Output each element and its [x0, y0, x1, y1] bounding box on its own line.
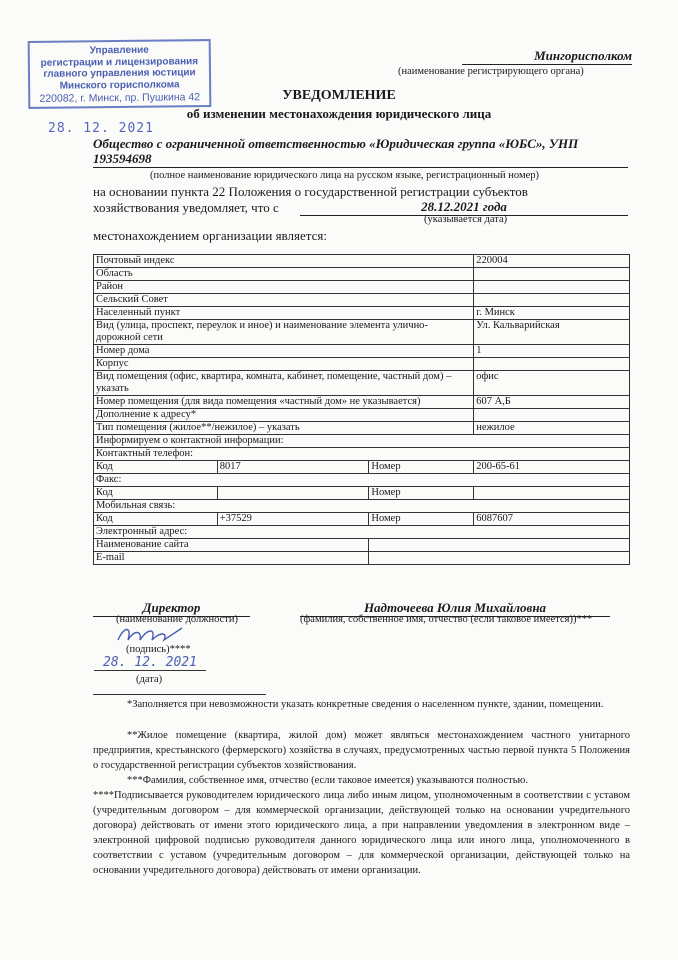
table-row	[94, 474, 630, 487]
field-label: Район	[94, 281, 474, 294]
entity-caption: (полное наименование юридического лица на русском языке, регистрационный номер)	[150, 170, 539, 181]
handwritten-date: 28. 12. 2021	[94, 655, 206, 671]
field-value[interactable]: 607 А,Б	[474, 396, 630, 409]
field-value[interactable]	[474, 268, 630, 281]
table-row	[94, 552, 630, 565]
table-row	[94, 307, 630, 320]
field-label: Почтовый индекс	[94, 255, 474, 268]
table-row	[94, 396, 630, 409]
location-text: местонахождением организации является:	[93, 228, 327, 243]
table-row	[94, 487, 630, 500]
field-label: Вид помещения (офис, квартира, комната, кабинет, помещение, частный дом) – указать	[94, 371, 474, 396]
field-label: Сельский Совет	[94, 294, 474, 307]
field-value[interactable]: офис	[474, 371, 630, 396]
stamp-date: 28. 12. 2021	[48, 121, 154, 136]
field-label: Дополнение к адресу*	[94, 409, 474, 422]
site-label: Наименование сайта	[94, 539, 369, 552]
table-row	[94, 500, 630, 513]
table-row	[94, 255, 630, 268]
mobile-header: Мобильная связь:	[94, 500, 630, 513]
code-label: Код	[94, 513, 218, 526]
number-label: Номер	[369, 513, 474, 526]
code-label: Код	[94, 487, 218, 500]
phone-number-field[interactable]: 200-65-61	[474, 461, 630, 474]
stamp-line: Минского горисполкома	[59, 78, 180, 92]
field-value[interactable]	[474, 281, 630, 294]
stamp-address: 220082, г. Минск, пр. Пушкина 42	[39, 91, 201, 105]
fax-header: Факс:	[94, 474, 630, 487]
document-subtitle: об изменении местонахождения юридического лица	[186, 106, 492, 121]
stamp-line: регистрации и лицензирования	[40, 55, 199, 69]
footnote-separator	[93, 694, 266, 695]
signer-name: Надточеева Юлия Михайловна	[300, 600, 610, 617]
mobile-number-field[interactable]: 6087607	[474, 513, 630, 526]
table-row	[94, 294, 630, 307]
table-row	[94, 268, 630, 281]
date-caption: (дата)	[136, 674, 163, 685]
table-row	[94, 435, 630, 448]
table-row	[94, 448, 630, 461]
field-label: Номер помещения (для вида помещения «частный дом» не указывается)	[94, 396, 474, 409]
field-value[interactable]: 220004	[474, 255, 630, 268]
field-value[interactable]: Ул. Кальварийская	[474, 320, 630, 345]
footnote-1: *Заполняется при невозможности указать конкретные сведения о населенном пункте, здании, помещении.	[127, 699, 604, 710]
field-label: Область	[94, 268, 474, 281]
stamp-line: главного управления юстиции	[43, 67, 196, 80]
document-title: УВЕДОМЛЕНИЕ	[282, 88, 396, 103]
contact-header: Информируем о контактной информации:	[94, 435, 630, 448]
table-row	[94, 461, 630, 474]
phone-header: Контактный телефон:	[94, 448, 630, 461]
field-value[interactable]	[474, 294, 630, 307]
basis-line1: на основании пункта 22 Положения о государственной регистрации субъектов	[93, 184, 528, 199]
field-value[interactable]: нежилое	[474, 422, 630, 435]
registering-authority: Мингорисполком	[462, 48, 632, 65]
signature-caption: (подпись)****	[126, 644, 191, 655]
code-label: Код	[94, 461, 218, 474]
field-value[interactable]	[474, 358, 630, 371]
entity-name-line1: Общество с ограниченной ответственностью «Юридическая группа «ЮБС», УНП	[93, 136, 579, 151]
email-header: Электронный адрес:	[94, 526, 630, 539]
field-label: Вид (улица, проспект, переулок и иное) и наименование элемента улично-дорожной сети	[94, 320, 474, 345]
email-field[interactable]	[369, 552, 630, 565]
table-row	[94, 345, 630, 358]
fax-code-field[interactable]	[217, 487, 369, 500]
footnote-2: **Жилое помещение (квартира, жилой дом) может являться местонахождением частного унитарного предприятия, крестьянского (фермерского) хозяйства в случаях, предусмотренных частью первой пункта 5 Положения о государственной регистрации субъектов хозяйствования.	[93, 730, 630, 771]
table-row	[94, 422, 630, 435]
table-row	[94, 409, 630, 422]
basis-line2: хозяйствования уведомляет, что с	[93, 200, 279, 215]
address-table	[93, 254, 630, 565]
footnote-4: ****Подписывается руководителем юридического лица либо иным лицом, уполномоченным в соответствии с уставом (учредительным договором – для коммерческой организации, действующей только на основании учредительного договора) действовать от имени этого юридического лица, а при направлении уведомления в электронном виде – электронной цифровой подписью руководителя данного юридического лица или иного лица, уполномоченного в соответствии с уставом (учредительным договором – для коммерческой организации, действующей только на основании учредительного договора) действовать от имени организации.	[93, 790, 630, 876]
table-row	[94, 539, 630, 552]
table-row	[94, 281, 630, 294]
field-label: Тип помещения (жилое**/нежилое) – указать	[94, 422, 474, 435]
field-label: Населенный пункт	[94, 307, 474, 320]
field-value[interactable]: 1	[474, 345, 630, 358]
field-label: Номер дома	[94, 345, 474, 358]
table-row	[94, 371, 630, 396]
change-date: 28.12.2021 года	[300, 199, 628, 216]
site-field[interactable]	[369, 539, 630, 552]
phone-code-field[interactable]: 8017	[217, 461, 369, 474]
entity-name-line2: 193594698	[93, 151, 628, 168]
name-caption: (фамилия, собственное имя, отчество (если таковое имеется))***	[300, 614, 593, 625]
email-label: E-mail	[94, 552, 369, 565]
table-row	[94, 358, 630, 371]
stamp-line: Управление	[89, 44, 149, 57]
number-label: Номер	[369, 487, 474, 500]
fax-number-field[interactable]	[474, 487, 630, 500]
position-caption: (наименование должности)	[116, 614, 239, 625]
footnote-3: ***Фамилия, собственное имя, отчество (если таковое имеется) указываются полностью.	[127, 775, 529, 786]
table-row	[94, 526, 630, 539]
field-value[interactable]: г. Минск	[474, 307, 630, 320]
table-row	[94, 513, 630, 526]
authority-caption: (наименование регистрирующего органа)	[398, 66, 584, 77]
number-label: Номер	[369, 461, 474, 474]
date-caption: (указывается дата)	[424, 214, 508, 225]
mobile-code-field[interactable]: +37529	[217, 513, 369, 526]
table-row	[94, 320, 630, 345]
field-value[interactable]	[474, 409, 630, 422]
signer-position: Директор	[93, 600, 250, 617]
field-label: Корпус	[94, 358, 474, 371]
